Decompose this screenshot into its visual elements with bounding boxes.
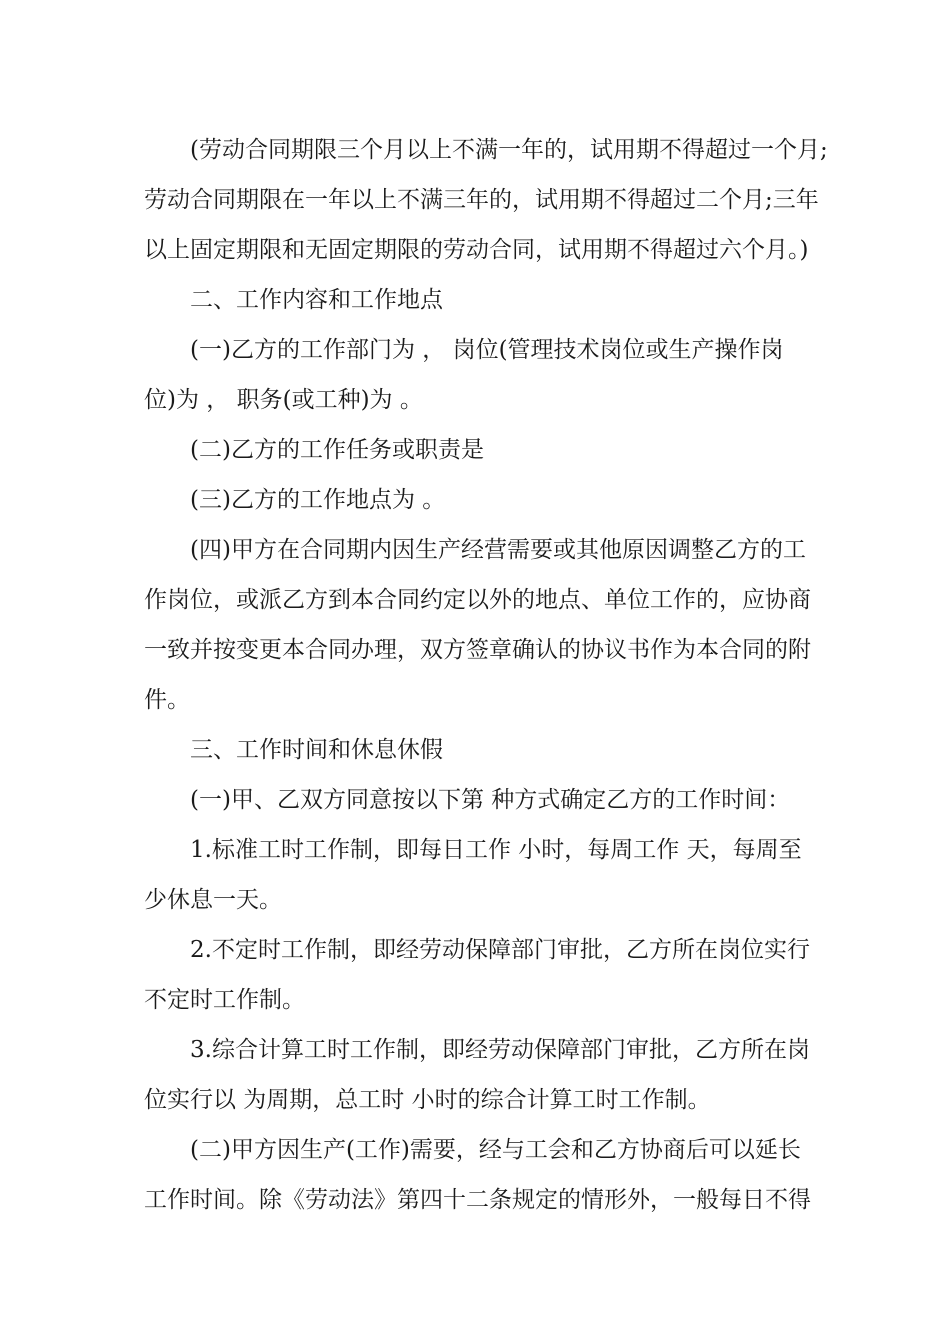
text-line: 劳动合同期限在一年以上不满三年的，试用期不得超过二个月;三年 (144, 187, 819, 213)
text-line: 位)为 ， 职务(或工种)为 。 (144, 387, 423, 413)
text-line: (三)乙方的工作地点为 。 (190, 487, 446, 513)
text-line: 2.不定时工作制，即经劳动保障部门审批，乙方所在岗位实行 (190, 937, 810, 963)
text-line: 1.标准工时工作制，即每日工作 小时，每周工作 天，每周至 (190, 837, 802, 863)
text-line: 以上固定期限和无固定期限的劳动合同，试用期不得超过六个月。) (144, 237, 809, 263)
text-line: 少休息一天。 (144, 887, 282, 913)
text-line: (四)甲方在合同期内因生产经营需要或其他原因调整乙方的工 (190, 537, 806, 563)
text-line: 3.综合计算工时工作制，即经劳动保障部门审批，乙方所在岗 (190, 1037, 810, 1063)
text-line: (二)乙方的工作任务或职责是 (190, 437, 484, 463)
text-line: 不定时工作制。 (144, 987, 305, 1013)
section-heading: 三、工作时间和休息休假 (190, 737, 443, 763)
text-line: 一致并按变更本合同办理，双方签章确认的协议书作为本合同的附 (144, 637, 811, 663)
text-line: 位实行以 为周期，总工时 小时的综合计算工时工作制。 (144, 1087, 711, 1113)
text-line: 工作时间。除《劳动法》第四十二条规定的情形外，一般每日不得 (144, 1187, 811, 1213)
text-line: (劳动合同期限三个月以上不满一年的，试用期不得超过一个月; (190, 137, 828, 163)
text-line: 件。 (144, 687, 190, 713)
text-line: (一)甲、乙双方同意按以下第 种方式确定乙方的工作时间： (190, 787, 791, 813)
text-line: (二)甲方因生产(工作)需要，经与工会和乙方协商后可以延长 (190, 1137, 801, 1163)
section-heading: 二、工作内容和工作地点 (190, 287, 443, 313)
text-line: 作岗位，或派乙方到本合同约定以外的地点、单位工作的，应协商 (144, 587, 811, 613)
text-line: (一)乙方的工作部门为 ， 岗位(管理技术岗位或生产操作岗 (190, 337, 784, 363)
